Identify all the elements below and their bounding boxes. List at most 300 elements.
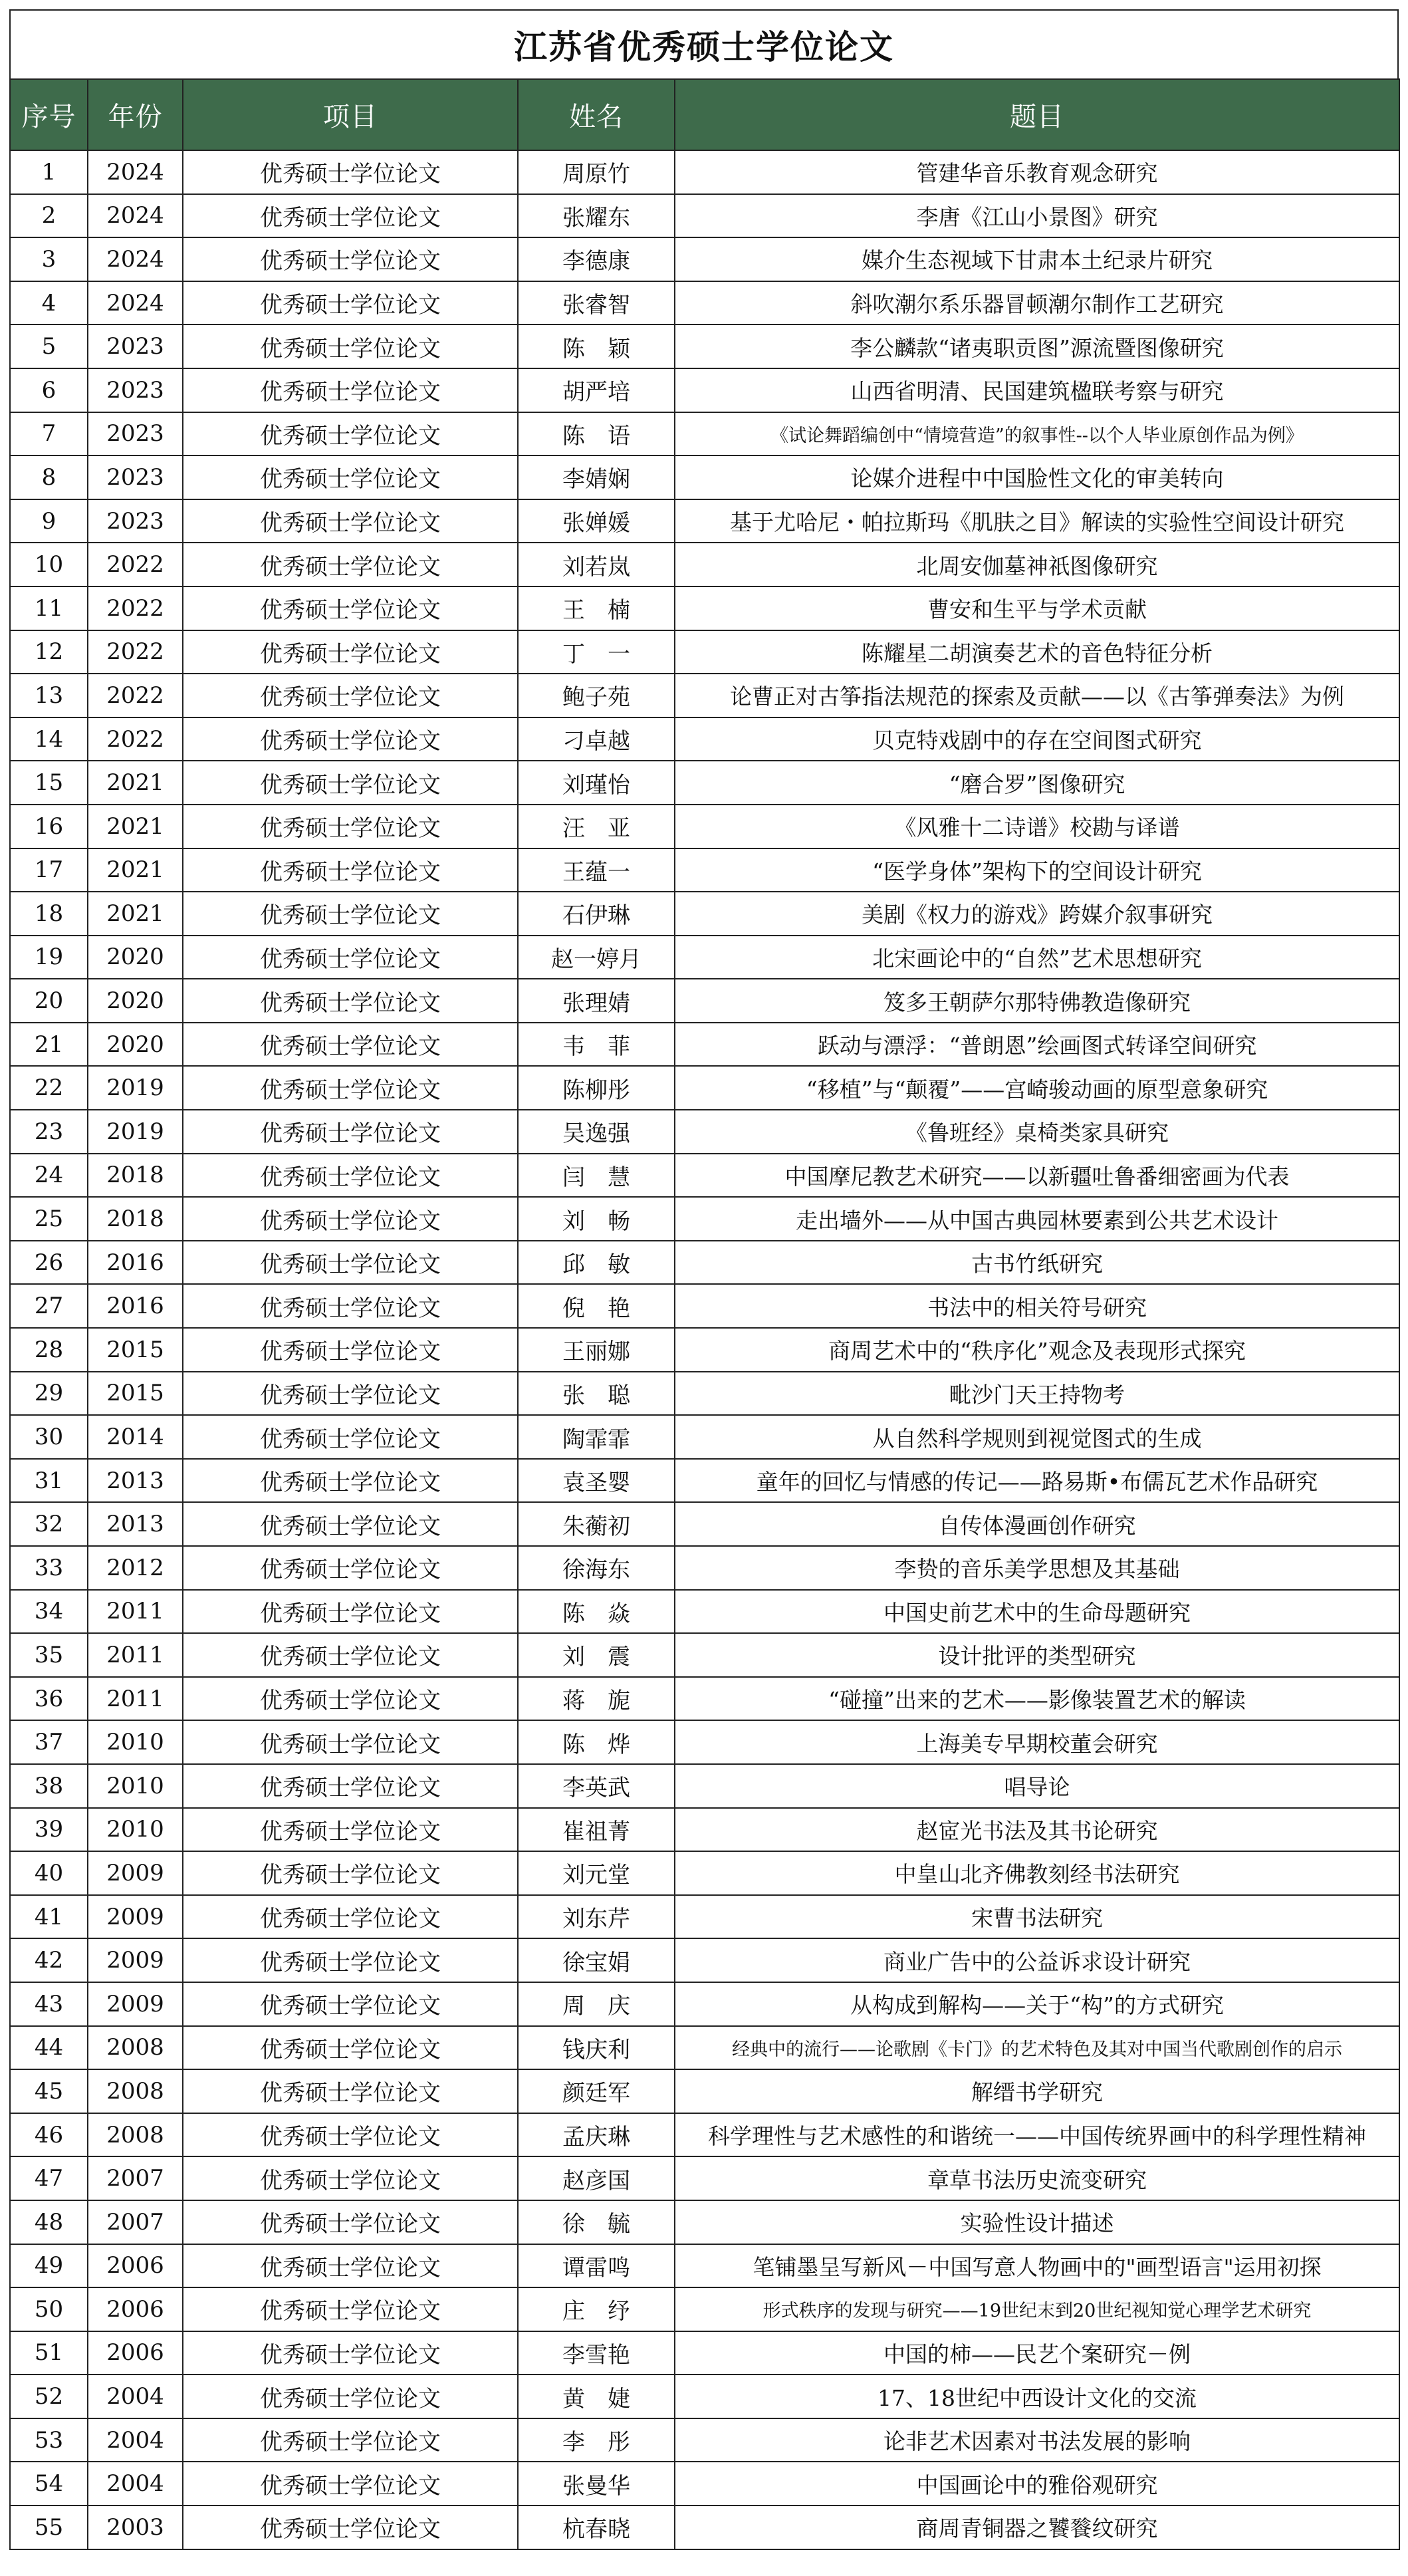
cell-name: 刘元堂 [518, 1851, 675, 1895]
cell-name: 黄 婕 [518, 2375, 675, 2418]
cell-year: 2006 [88, 2331, 183, 2375]
cell-year: 2004 [88, 2418, 183, 2462]
cell-year: 2009 [88, 1895, 183, 1939]
cell-year: 2009 [88, 1938, 183, 1982]
cell-name: 陈 烨 [518, 1720, 675, 1764]
cell-year: 2023 [88, 455, 183, 499]
cell-title: 走出墙外——从中国古典园林要素到公共艺术设计 [675, 1197, 1399, 1241]
cell-project: 优秀硕士学位论文 [183, 2331, 518, 2375]
cell-project: 优秀硕士学位论文 [183, 2418, 518, 2462]
cell-title: 宋曹书法研究 [675, 1895, 1399, 1939]
cell-name: 刘 畅 [518, 1197, 675, 1241]
cell-no: 35 [10, 1633, 88, 1677]
header-year: 年份 [88, 79, 183, 150]
cell-year: 2011 [88, 1633, 183, 1677]
cell-project: 优秀硕士学位论文 [183, 1851, 518, 1895]
table-row [10, 1066, 1399, 1110]
cell-title: 北周安伽墓神祇图像研究 [675, 543, 1399, 586]
cell-name: 张曼华 [518, 2462, 675, 2506]
cell-project: 优秀硕士学位论文 [183, 2375, 518, 2418]
cell-title: 设计批评的类型研究 [675, 1633, 1399, 1677]
sheet-title: 江苏省优秀硕士学位论文 [9, 9, 1399, 78]
cell-year: 2018 [88, 1197, 183, 1241]
table-row [10, 194, 1399, 238]
cell-title: 从自然科学规则到视觉图式的生成 [675, 1415, 1399, 1459]
cell-no: 30 [10, 1415, 88, 1459]
cell-title: 论非艺术因素对书法发展的影响 [675, 2418, 1399, 2462]
cell-project: 优秀硕士学位论文 [183, 1023, 518, 1067]
cell-name: 王 楠 [518, 586, 675, 630]
cell-name: 丁 一 [518, 630, 675, 674]
cell-no: 50 [10, 2287, 88, 2331]
cell-title: 上海美专早期校董会研究 [675, 1720, 1399, 1764]
cell-title: 商业广告中的公益诉求设计研究 [675, 1938, 1399, 1982]
cell-project: 优秀硕士学位论文 [183, 412, 518, 456]
cell-title: 自传体漫画创作研究 [675, 1502, 1399, 1546]
cell-year: 2004 [88, 2462, 183, 2506]
cell-project: 优秀硕士学位论文 [183, 368, 518, 412]
cell-name: 张理婧 [518, 979, 675, 1023]
cell-project: 优秀硕士学位论文 [183, 630, 518, 674]
cell-name: 李英武 [518, 1764, 675, 1808]
header-project: 项目 [183, 79, 518, 150]
cell-title: 毗沙门天王持物考 [675, 1372, 1399, 1416]
cell-title: 山西省明清、民国建筑楹联考察与研究 [675, 368, 1399, 412]
cell-name: 刘瑾怡 [518, 761, 675, 805]
cell-title: 中国的柿——民艺个案研究－例 [675, 2331, 1399, 2375]
table-row [10, 1197, 1399, 1241]
cell-project: 优秀硕士学位论文 [183, 194, 518, 238]
cell-no: 54 [10, 2462, 88, 2506]
cell-title: 笈多王朝萨尔那特佛教造像研究 [675, 979, 1399, 1023]
cell-year: 2024 [88, 281, 183, 325]
cell-project: 优秀硕士学位论文 [183, 455, 518, 499]
cell-name: 陈 颖 [518, 324, 675, 368]
cell-no: 13 [10, 674, 88, 717]
cell-no: 16 [10, 805, 88, 848]
cell-title: “医学身体”架构下的空间设计研究 [675, 848, 1399, 892]
cell-name: 钱庆利 [518, 2026, 675, 2070]
cell-project: 优秀硕士学位论文 [183, 324, 518, 368]
cell-no: 26 [10, 1241, 88, 1285]
cell-year: 2006 [88, 2287, 183, 2331]
cell-project: 优秀硕士学位论文 [183, 1633, 518, 1677]
table-row [10, 892, 1399, 936]
cell-name: 张睿智 [518, 281, 675, 325]
cell-project: 优秀硕士学位论文 [183, 1372, 518, 1416]
cell-year: 2023 [88, 412, 183, 456]
header-no: 序号 [10, 79, 88, 150]
table-row [10, 1851, 1399, 1895]
cell-name: 张 聪 [518, 1372, 675, 1416]
cell-no: 32 [10, 1502, 88, 1546]
cell-name: 陶霏霏 [518, 1415, 675, 1459]
cell-title: 斜吹潮尔系乐器冒顿潮尔制作工艺研究 [675, 281, 1399, 325]
cell-no: 51 [10, 2331, 88, 2375]
cell-no: 18 [10, 892, 88, 936]
table-row [10, 368, 1399, 412]
table-row [10, 2506, 1399, 2549]
table-row [10, 761, 1399, 805]
cell-year: 2016 [88, 1284, 183, 1328]
cell-project: 优秀硕士学位论文 [183, 1110, 518, 1154]
header-title: 题目 [675, 79, 1399, 150]
cell-name: 刁卓越 [518, 717, 675, 761]
cell-year: 2016 [88, 1241, 183, 1285]
cell-no: 53 [10, 2418, 88, 2462]
cell-title: 媒介生态视域下甘肃本土纪录片研究 [675, 237, 1399, 281]
table-row [10, 848, 1399, 892]
cell-project: 优秀硕士学位论文 [183, 281, 518, 325]
cell-project: 优秀硕士学位论文 [183, 2026, 518, 2070]
cell-name: 徐海东 [518, 1546, 675, 1590]
cell-year: 2004 [88, 2375, 183, 2418]
cell-title: 中皇山北齐佛教刻经书法研究 [675, 1851, 1399, 1895]
cell-no: 38 [10, 1764, 88, 1808]
cell-name: 徐 毓 [518, 2200, 675, 2244]
cell-name: 陈柳彤 [518, 1066, 675, 1110]
cell-title: 童年的回忆与情感的传记——路易斯•布儒瓦艺术作品研究 [675, 1459, 1399, 1503]
cell-year: 2008 [88, 2069, 183, 2113]
cell-no: 27 [10, 1284, 88, 1328]
cell-project: 优秀硕士学位论文 [183, 761, 518, 805]
cell-name: 刘东芹 [518, 1895, 675, 1939]
cell-no: 9 [10, 499, 88, 543]
table-row [10, 1110, 1399, 1154]
table-row [10, 586, 1399, 630]
cell-year: 2007 [88, 2156, 183, 2200]
cell-title: 中国画论中的雅俗观研究 [675, 2462, 1399, 2506]
cell-project: 优秀硕士学位论文 [183, 543, 518, 586]
cell-title: 章草书法历史流变研究 [675, 2156, 1399, 2200]
cell-title: 论媒介进程中中国脸性文化的审美转向 [675, 455, 1399, 499]
cell-no: 5 [10, 324, 88, 368]
cell-name: 赵一婷月 [518, 936, 675, 979]
cell-title: 从构成到解构——关于“构”的方式研究 [675, 1982, 1399, 2026]
table-row [10, 2156, 1399, 2200]
cell-project: 优秀硕士学位论文 [183, 2287, 518, 2331]
cell-no: 25 [10, 1197, 88, 1241]
cell-project: 优秀硕士学位论文 [183, 150, 518, 194]
cell-year: 2020 [88, 936, 183, 979]
cell-no: 19 [10, 936, 88, 979]
cell-name: 崔祖菁 [518, 1808, 675, 1852]
table-row [10, 717, 1399, 761]
cell-project: 优秀硕士学位论文 [183, 2156, 518, 2200]
cell-name: 石伊琳 [518, 892, 675, 936]
table-row [10, 2069, 1399, 2113]
table-row [10, 936, 1399, 979]
cell-no: 49 [10, 2244, 88, 2288]
table-row [10, 1720, 1399, 1764]
cell-project: 优秀硕士学位论文 [183, 1328, 518, 1372]
table-row [10, 1982, 1399, 2026]
cell-title: 中国史前艺术中的生命母题研究 [675, 1590, 1399, 1634]
cell-name: 韦 菲 [518, 1023, 675, 1067]
cell-year: 2022 [88, 586, 183, 630]
cell-no: 46 [10, 2113, 88, 2157]
header-row [10, 79, 1399, 150]
cell-title: 商周青铜器之饕餮纹研究 [675, 2506, 1399, 2549]
table-row [10, 324, 1399, 368]
table-row [10, 1459, 1399, 1503]
table-row [10, 2331, 1399, 2375]
cell-no: 43 [10, 1982, 88, 2026]
cell-title: 李唐《江山小景图》研究 [675, 194, 1399, 238]
cell-no: 33 [10, 1546, 88, 1590]
cell-no: 39 [10, 1808, 88, 1852]
cell-year: 2024 [88, 237, 183, 281]
cell-title: 解缙书学研究 [675, 2069, 1399, 2113]
cell-no: 44 [10, 2026, 88, 2070]
table-row [10, 1938, 1399, 1982]
cell-name: 鲍子苑 [518, 674, 675, 717]
cell-no: 10 [10, 543, 88, 586]
cell-title: 李公麟款“诸夷职贡图”源流暨图像研究 [675, 324, 1399, 368]
cell-year: 2022 [88, 543, 183, 586]
cell-name: 徐宝娟 [518, 1938, 675, 1982]
cell-name: 朱蘅初 [518, 1502, 675, 1546]
cell-no: 24 [10, 1154, 88, 1198]
cell-year: 2010 [88, 1764, 183, 1808]
cell-name: 闫 慧 [518, 1154, 675, 1198]
cell-no: 52 [10, 2375, 88, 2418]
cell-title: 实验性设计描述 [675, 2200, 1399, 2244]
cell-project: 优秀硕士学位论文 [183, 848, 518, 892]
cell-project: 优秀硕士学位论文 [183, 1938, 518, 1982]
cell-name: 周 庆 [518, 1982, 675, 2026]
table-row [10, 630, 1399, 674]
cell-no: 55 [10, 2506, 88, 2549]
table-row [10, 1590, 1399, 1634]
cell-year: 2013 [88, 1502, 183, 1546]
cell-year: 2013 [88, 1459, 183, 1503]
table-row [10, 2287, 1399, 2331]
cell-no: 12 [10, 630, 88, 674]
cell-project: 优秀硕士学位论文 [183, 2113, 518, 2157]
table-row [10, 1546, 1399, 1590]
table-row [10, 150, 1399, 194]
cell-project: 优秀硕士学位论文 [183, 892, 518, 936]
cell-no: 7 [10, 412, 88, 456]
cell-title: 经典中的流行——论歌剧《卡门》的艺术特色及其对中国当代歌剧创作的启示 [675, 2026, 1399, 2070]
cell-no: 41 [10, 1895, 88, 1939]
cell-project: 优秀硕士学位论文 [183, 1982, 518, 2026]
cell-year: 2010 [88, 1808, 183, 1852]
cell-year: 2018 [88, 1154, 183, 1198]
cell-year: 2021 [88, 892, 183, 936]
cell-year: 2015 [88, 1328, 183, 1372]
cell-project: 优秀硕士学位论文 [183, 2244, 518, 2288]
cell-name: 倪 艳 [518, 1284, 675, 1328]
cell-no: 15 [10, 761, 88, 805]
table-row [10, 499, 1399, 543]
cell-project: 优秀硕士学位论文 [183, 1415, 518, 1459]
cell-name: 张耀东 [518, 194, 675, 238]
cell-year: 2021 [88, 761, 183, 805]
cell-name: 李雪艳 [518, 2331, 675, 2375]
cell-no: 36 [10, 1677, 88, 1721]
cell-name: 王丽娜 [518, 1328, 675, 1372]
table-row [10, 1415, 1399, 1459]
table-row [10, 2375, 1399, 2418]
cell-name: 袁圣婴 [518, 1459, 675, 1503]
cell-name: 刘若岚 [518, 543, 675, 586]
cell-name: 李 彤 [518, 2418, 675, 2462]
table-row [10, 1633, 1399, 1677]
cell-no: 20 [10, 979, 88, 1023]
cell-no: 47 [10, 2156, 88, 2200]
table-row [10, 1764, 1399, 1808]
table-body [10, 150, 1399, 2549]
cell-title: 唱导论 [675, 1764, 1399, 1808]
cell-no: 3 [10, 237, 88, 281]
table-row [10, 674, 1399, 717]
cell-no: 4 [10, 281, 88, 325]
cell-name: 谭雷鸣 [518, 2244, 675, 2288]
table-row [10, 1328, 1399, 1372]
cell-title: 商周艺术中的“秩序化”观念及表现形式探究 [675, 1328, 1399, 1372]
cell-title: 北宋画论中的“自然”艺术思想研究 [675, 936, 1399, 979]
cell-project: 优秀硕士学位论文 [183, 674, 518, 717]
cell-year: 2019 [88, 1110, 183, 1154]
cell-year: 2024 [88, 150, 183, 194]
table-row [10, 412, 1399, 456]
cell-project: 优秀硕士学位论文 [183, 2200, 518, 2244]
cell-title: 基于尤哈尼・帕拉斯玛《肌肤之目》解读的实验性空间设计研究 [675, 499, 1399, 543]
cell-year: 2020 [88, 979, 183, 1023]
thesis-table [9, 78, 1400, 2550]
cell-no: 34 [10, 1590, 88, 1634]
cell-title: 管建华音乐教育观念研究 [675, 150, 1399, 194]
cell-name: 李婧娴 [518, 455, 675, 499]
cell-no: 22 [10, 1066, 88, 1110]
cell-project: 优秀硕士学位论文 [183, 1284, 518, 1328]
cell-year: 2015 [88, 1372, 183, 1416]
cell-title: “碰撞”出来的艺术——影像装置艺术的解读 [675, 1677, 1399, 1721]
table-row [10, 2244, 1399, 2288]
table-row [10, 1154, 1399, 1198]
table-row [10, 2113, 1399, 2157]
cell-no: 28 [10, 1328, 88, 1372]
cell-title: 陈耀星二胡演奏艺术的音色特征分析 [675, 630, 1399, 674]
cell-title: 论曹正对古筝指法规范的探索及贡献——以《古筝弹奏法》为例 [675, 674, 1399, 717]
cell-year: 2021 [88, 805, 183, 848]
cell-project: 优秀硕士学位论文 [183, 1764, 518, 1808]
cell-title: 笔铺墨呈写新风－中国写意人物画中的"画型语言"运用初探 [675, 2244, 1399, 2288]
cell-no: 40 [10, 1851, 88, 1895]
cell-name: 王蕴一 [518, 848, 675, 892]
cell-title: 形式秩序的发现与研究——19世纪末到20世纪视知觉心理学艺术研究 [675, 2287, 1399, 2331]
cell-project: 优秀硕士学位论文 [183, 237, 518, 281]
table-row [10, 1241, 1399, 1285]
cell-no: 17 [10, 848, 88, 892]
cell-title: 赵宧光书法及其书论研究 [675, 1808, 1399, 1852]
cell-project: 优秀硕士学位论文 [183, 1720, 518, 1764]
table-row [10, 543, 1399, 586]
cell-title: 《试论舞蹈编创中“情境营造”的叙事性--以个人毕业原创作品为例》 [675, 412, 1399, 456]
cell-year: 2012 [88, 1546, 183, 1590]
cell-year: 2022 [88, 674, 183, 717]
cell-no: 6 [10, 368, 88, 412]
table-row [10, 455, 1399, 499]
cell-year: 2023 [88, 499, 183, 543]
cell-no: 45 [10, 2069, 88, 2113]
cell-year: 2008 [88, 2026, 183, 2070]
cell-year: 2011 [88, 1590, 183, 1634]
cell-project: 优秀硕士学位论文 [183, 2069, 518, 2113]
cell-year: 2009 [88, 1982, 183, 2026]
table-row [10, 2462, 1399, 2506]
cell-project: 优秀硕士学位论文 [183, 586, 518, 630]
table-row [10, 281, 1399, 325]
cell-name: 汪 亚 [518, 805, 675, 848]
cell-no: 8 [10, 455, 88, 499]
table-row [10, 1808, 1399, 1852]
cell-title: 美剧《权力的游戏》跨媒介叙事研究 [675, 892, 1399, 936]
cell-project: 优秀硕士学位论文 [183, 1459, 518, 1503]
cell-name: 张婵媛 [518, 499, 675, 543]
cell-project: 优秀硕士学位论文 [183, 1197, 518, 1241]
cell-project: 优秀硕士学位论文 [183, 2506, 518, 2549]
table-row [10, 2026, 1399, 2070]
cell-no: 29 [10, 1372, 88, 1416]
cell-no: 48 [10, 2200, 88, 2244]
cell-no: 37 [10, 1720, 88, 1764]
header-name: 姓名 [518, 79, 675, 150]
cell-name: 孟庆琳 [518, 2113, 675, 2157]
cell-name: 李德康 [518, 237, 675, 281]
cell-project: 优秀硕士学位论文 [183, 2462, 518, 2506]
cell-project: 优秀硕士学位论文 [183, 1677, 518, 1721]
cell-name: 胡严培 [518, 368, 675, 412]
spreadsheet [9, 9, 1399, 2550]
cell-year: 2023 [88, 324, 183, 368]
cell-title: 《鲁班经》桌椅类家具研究 [675, 1110, 1399, 1154]
cell-name: 陈 焱 [518, 1590, 675, 1634]
cell-year: 2020 [88, 1023, 183, 1067]
cell-year: 2024 [88, 194, 183, 238]
cell-year: 2007 [88, 2200, 183, 2244]
table-row [10, 2418, 1399, 2462]
cell-year: 2021 [88, 848, 183, 892]
cell-title: 李贽的音乐美学思想及其基础 [675, 1546, 1399, 1590]
cell-name: 蒋 旎 [518, 1677, 675, 1721]
cell-project: 优秀硕士学位论文 [183, 936, 518, 979]
cell-no: 23 [10, 1110, 88, 1154]
cell-title: 古书竹纸研究 [675, 1241, 1399, 1285]
cell-year: 2011 [88, 1677, 183, 1721]
cell-project: 优秀硕士学位论文 [183, 1808, 518, 1852]
cell-no: 42 [10, 1938, 88, 1982]
cell-project: 优秀硕士学位论文 [183, 1895, 518, 1939]
cell-no: 2 [10, 194, 88, 238]
cell-year: 2008 [88, 2113, 183, 2157]
table-row [10, 2200, 1399, 2244]
cell-no: 11 [10, 586, 88, 630]
table-row [10, 805, 1399, 848]
cell-year: 2023 [88, 368, 183, 412]
table-row [10, 1284, 1399, 1328]
cell-year: 2009 [88, 1851, 183, 1895]
cell-title: 《风雅十二诗谱》校勘与译谱 [675, 805, 1399, 848]
cell-no: 1 [10, 150, 88, 194]
cell-title: 跃动与漂浮：“普朗恩”绘画图式转译空间研究 [675, 1023, 1399, 1067]
cell-title: “移植”与“颠覆”——宫崎骏动画的原型意象研究 [675, 1066, 1399, 1110]
cell-project: 优秀硕士学位论文 [183, 1241, 518, 1285]
cell-year: 2014 [88, 1415, 183, 1459]
cell-no: 14 [10, 717, 88, 761]
